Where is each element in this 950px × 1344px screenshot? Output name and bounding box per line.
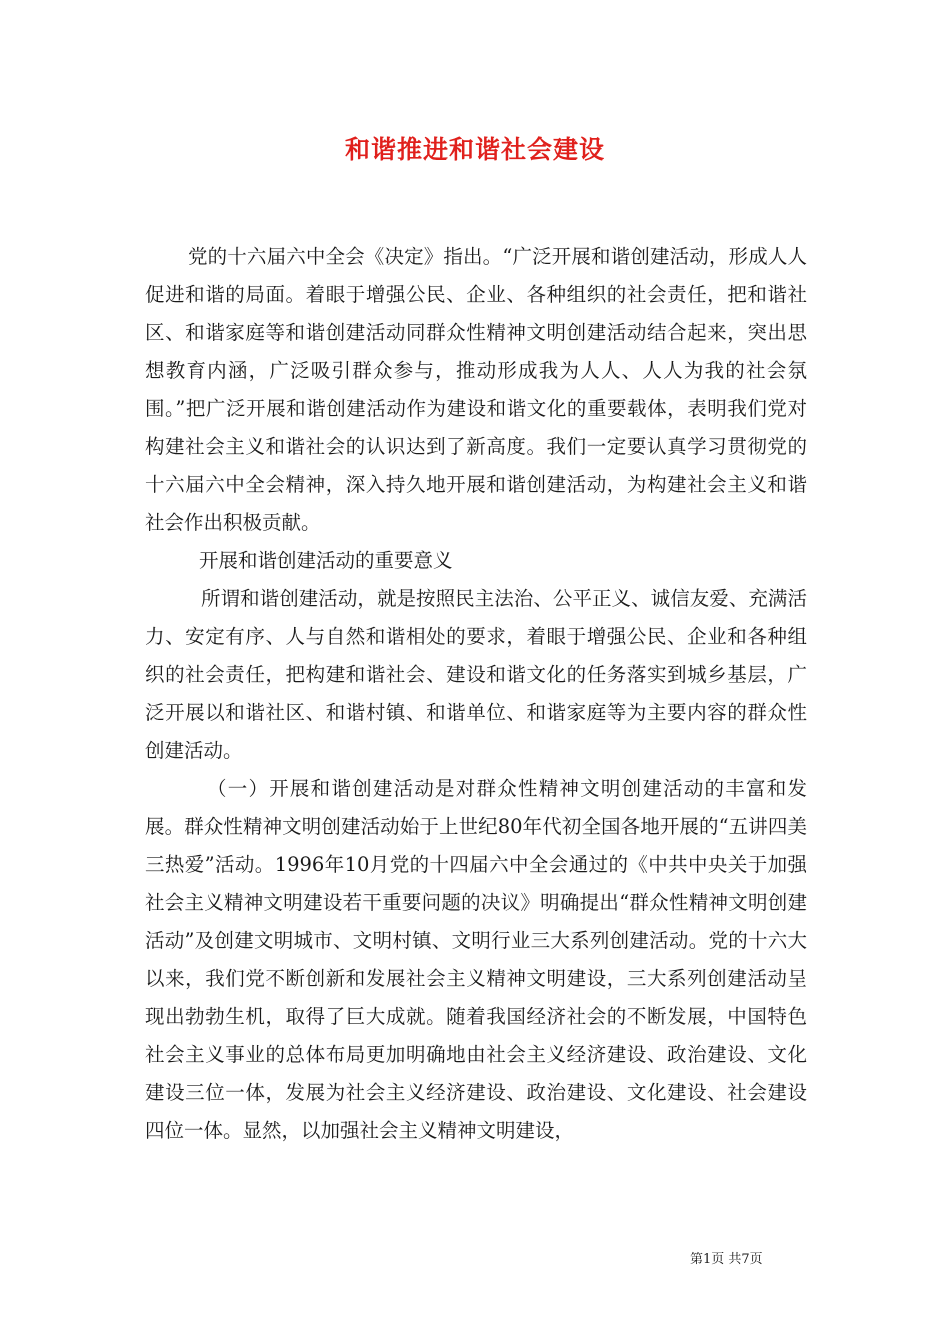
paragraph-point-one: （一）开展和谐创建活动是对群众性精神文明创建活动的丰富和发展。群众性精神文明创建活动始于上世纪80年代初全国各地开展的“五讲四美三热爱”活动。1996年10月党的十四届六中全会通过的《中共中央关于加强社会主义精神文明建设若干重要问题的决议》明确提出“群众性精神文明创建活动”及创建文明城市、文明村镇、文明行业三大系列创建活动。党的十六大以来，我们党不断创新和发展社会主义精神文明建设，三大系列创建活动呈现出勃勃生机，取得了巨大成就。随着我国经济社会的不断发展，中国特色社会主义事业的总体布局更加明确地由社会主义经济建设、政治建设、文化建设三位一体，发展为社会主义经济建设、政治建设、文化建设、社会建设四位一体。显然，以加强社会主义精神文明建设，	[145, 777, 807, 1142]
page-number: 第1页 共7页	[690, 1252, 763, 1267]
section-heading: 开展和谐创建活动的重要意义	[199, 549, 453, 572]
page-title: 和谐推进和谐社会建设	[344, 135, 605, 164]
paragraph-intro: 党的十六届六中全会《决定》指出。“广泛开展和谐创建活动，形成人人促进和谐的局面。着眼于增强公民、企业、各种组织的社会责任，把和谐社区、和谐家庭等和谐创建活动同群众性精神文明创建活动结合起来，突出思想教育内涵，广泛吸引群众参与，推动形成我为人人、人人为我的社会氛围。”把广泛开展和谐创建活动作为建设和谐文化的重要载体，表明我们党对构建社会主义和谐社会的认识达到了新高度。我们一定要认真学习贯彻党的十六届六中全会精神，深入持久地开展和谐创建活动，为构建社会主义和谐社会作出积极贡献。	[145, 245, 807, 534]
document-body	[145, 238, 807, 1150]
paragraph-definition: 所谓和谐创建活动，就是按照民主法治、公平正义、诚信友爱、充满活力、安定有序、人与自然和谐相处的要求，着眼于增强公民、企业和各种组织的社会责任，把构建和谐社会、建设和谐文化的任务落实到城乡基层，广泛开展以和谐社区、和谐村镇、和谐单位、和谐家庭等为主要内容的群众性创建活动。	[145, 587, 807, 762]
